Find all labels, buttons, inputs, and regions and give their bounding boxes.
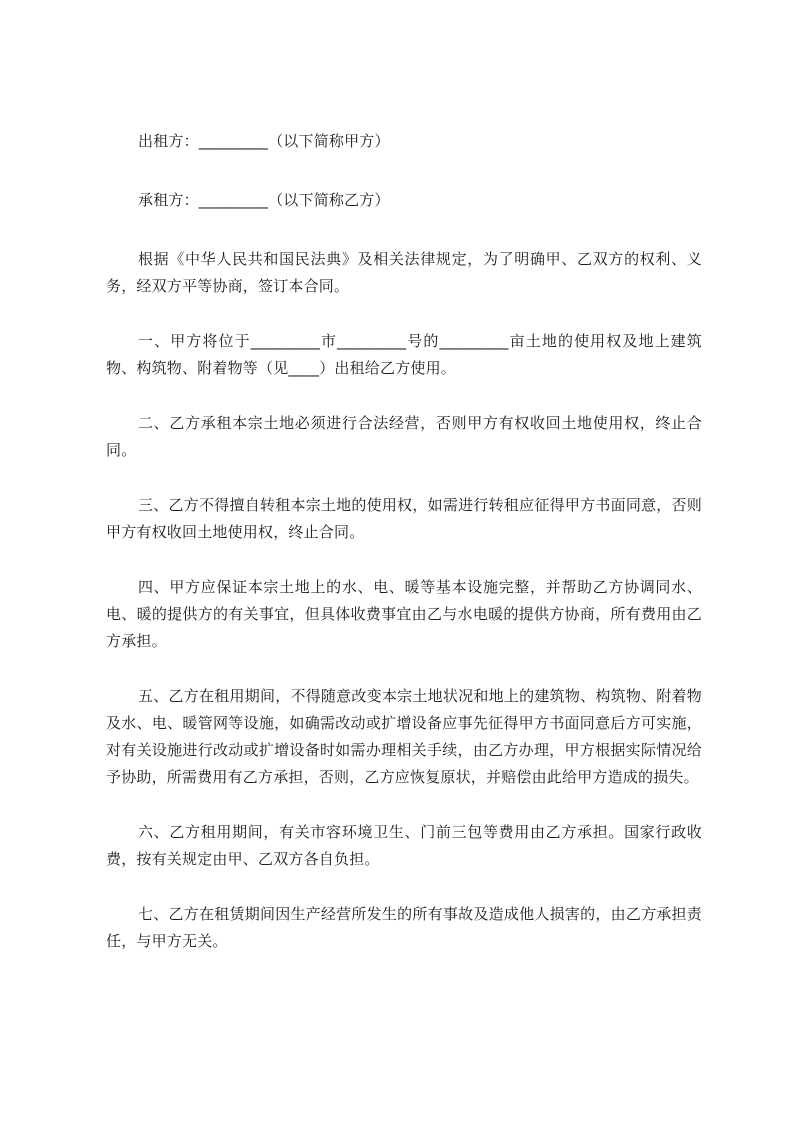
clause-6: 六、乙方租用期间，有关市容环境卫生、门前三包等费用由乙方承担。国家行政收费，按有关规定由甲、乙双方各自负担。 (106, 823, 702, 868)
clause-5: 五、乙方在租用期间，不得随意改变本宗土地状况和地上的建筑物、构筑物、附着物及水、电、暖管网等设施，如确需改动或扩增设备应事先征得甲方书面同意后方可实施，对有关设施进行改动或扩增设备时如需办理相关手续，由乙方办理，甲方根据实际情况给予协助，所需费用有乙方承担，否则，乙方应恢复原状，并赔偿由此给甲方造成的损失。 (106, 687, 702, 786)
lessee-line: 承租方：_________（以下简称乙方） (138, 191, 390, 209)
clause-3: 三、乙方不得擅自转租本宗土地的使用权，如需进行转租应征得甲方书面同意，否则甲方有权收回土地使用权，终止合同。 (106, 496, 702, 541)
clause-2: 二、乙方承租本宗土地必须进行合法经营，否则甲方有权收回土地使用权，终止合同。 (106, 414, 702, 459)
document-body (106, 128, 702, 983)
clause-1: 一、甲方将位于_________市_________号的_________亩土地的使用权及地上建筑物、构筑物、附着物等（见____）出租给乙方使用。 (106, 332, 702, 377)
preamble-paragraph: 根据《中华人民共和国民法典》及相关法律规定，为了明确甲、乙双方的权利、义务，经双方平等协商，签订本合同。 (106, 250, 702, 295)
lessor-line: 出租方：_________（以下简称甲方） (138, 132, 390, 150)
clause-4: 四、甲方应保证本宗土地上的水、电、暖等基本设施完整，并帮助乙方协调同水、电、暖的提供方的有关事宜，但具体收费事宜由乙与水电暖的提供方协商，所有费用由乙方承担。 (106, 578, 702, 650)
clause-7: 七、乙方在租赁期间因生产经营所发生的所有事故及造成他人损害的，由乙方承担责任，与甲方无关。 (106, 905, 702, 950)
